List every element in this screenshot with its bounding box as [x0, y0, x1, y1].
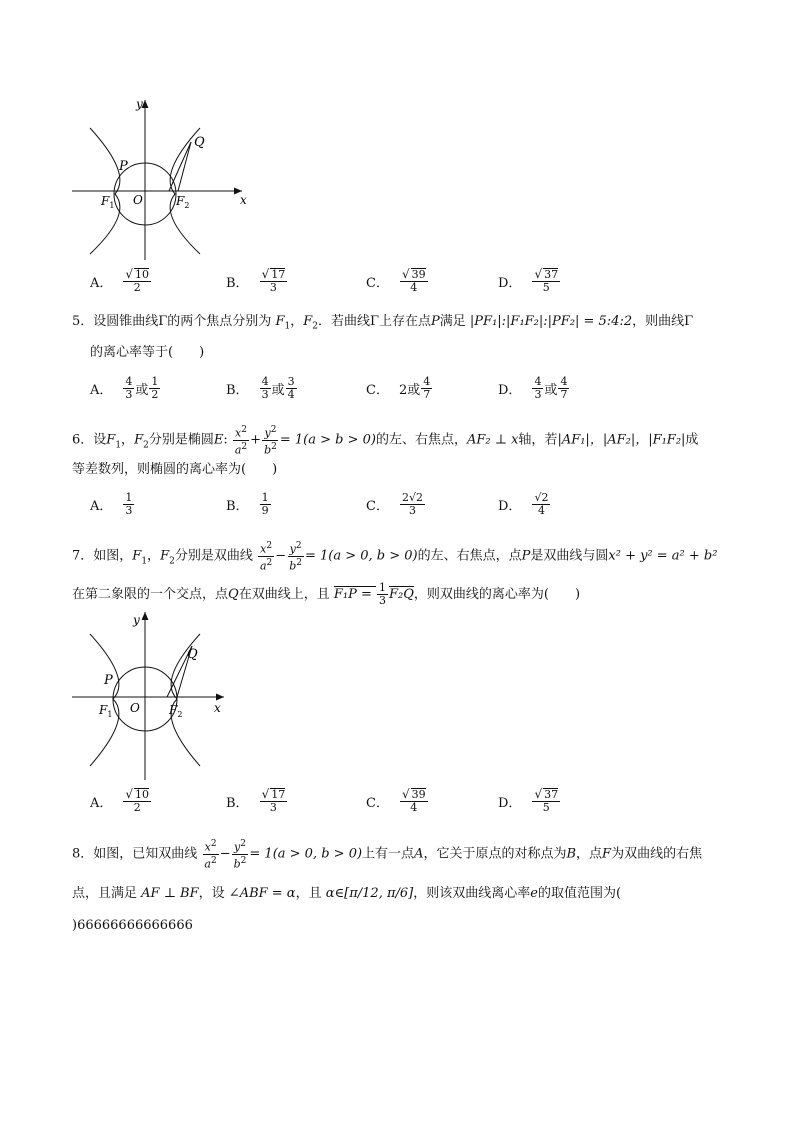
y-axis-label: y [136, 97, 143, 111]
option-a[interactable]: A． $\frac{1}{3}$ [90, 491, 133, 517]
point-P-label: P [119, 159, 128, 174]
option-d[interactable]: D． $\frac{√ 37}{5}$ [498, 267, 559, 294]
option-b[interactable]: B． $\frac{4}{3}$ 或 $\frac{3}{4}$ [226, 375, 295, 401]
focus-F1-label: $F_1$ [101, 194, 115, 210]
option-c[interactable]: C． 2或 $\frac{4}{7}$ [366, 375, 431, 401]
option-c[interactable]: C． $\frac{√ 39}{4}$ [366, 267, 426, 294]
option-a[interactable]: A． $\frac{√ 10}{2}$ [90, 787, 150, 814]
point-P-label: P [104, 673, 113, 688]
option-b[interactable]: B． $\frac{√ 17}{3}$ [226, 787, 286, 814]
point-Q-label: Q [187, 647, 198, 662]
option-a[interactable]: A． $\frac{√ 10}{2}$ [90, 267, 150, 294]
option-b[interactable]: B． $\frac{1}{9}$ [226, 491, 269, 517]
q8-line1: 8．如图，已知双曲线 $\frac{x^2}{a^2}$ − $\frac{y^2}{b^2}$ = 1(a > 0, b > 0)上有一点A，它关于原点的对称点为B，点F为双曲线的右焦 [72, 839, 703, 871]
x-axis-label: x [214, 701, 221, 715]
option-d[interactable]: D． $\frac{4}{3}$ 或 $\frac{4}{7}$ [498, 375, 568, 401]
option-c[interactable]: C． $\frac{√ 39}{4}$ [366, 787, 426, 814]
q8-line3: )66666666666666 [72, 918, 193, 933]
option-c[interactable]: C． $\frac{2√2}{3}$ [366, 491, 423, 517]
q7-line2: 在第二象限的一个交点，点Q在双曲线上，且 F₁P = $\frac{1}{3}$ F₂Q，则双曲线的离心率为( ) [72, 581, 581, 607]
origin-O-label: O [133, 193, 143, 207]
option-d[interactable]: D． $\frac{√ 37}{5}$ [498, 787, 559, 814]
options-q4 [90, 268, 650, 304]
focus-F2-label: $F_2$ [176, 194, 190, 210]
q6-line2: 等差数列，则椭圆的离心率为( ) [72, 462, 278, 477]
figure-hyperbola-circle-1 [66, 94, 256, 264]
x-axis-label: x [240, 193, 247, 207]
y-axis-label: y [133, 613, 140, 627]
focus-F1-label: $F_1$ [99, 703, 113, 719]
point-Q-label: Q [194, 135, 205, 150]
q5-line2: 的离心率等于( ) [90, 345, 205, 360]
option-b[interactable]: B． $\frac{√ 17}{3}$ [226, 267, 286, 294]
origin-O-label: O [130, 701, 140, 715]
options-q5 [90, 376, 650, 412]
q6-line1: 6．设$F_1$，$F_2$分别是椭圆E: $\frac{x^2}{a^2}$ + $\frac{y^2}{b^2}$ = 1(a > b > 0)的左、右焦点，AF₂ ⊥ x轴，若|AF₁|，|AF₂|，|F₁F₂|成 [72, 425, 699, 457]
options-q6 [90, 492, 650, 528]
option-d[interactable]: D． $\frac{√2}{4}$ [498, 491, 549, 517]
figure-hyperbola-circle-2 [66, 604, 236, 784]
q8-line2: 点，且满足 AF ⊥ BF，设 ∠ABF = α，且 α∈[π/12, π/6]，则该双曲线离心率e的取值范围为( [72, 886, 622, 901]
q7-line1: 7．如图，$F_1$，$F_2$分别是双曲线 $\frac{x^2}{a^2}$ − $\frac{y^2}{b^2}$ = 1(a > 0, b > 0)的左、右焦点，点P是双曲线与圆x² + y² = a² + b² [72, 541, 718, 573]
focus-F2-label: $F_2$ [169, 703, 183, 719]
q5-line1: 5．设圆锥曲线Γ的两个焦点分别为 $F_1$，$F_2$．若曲线Γ上存在点P满足 |PF₁|:|F₁F₂|:|PF₂| = 5:4:2，则曲线Γ [72, 314, 694, 332]
options-q7 [90, 788, 650, 824]
option-a[interactable]: A． $\frac{4}{3}$ 或 $\frac{1}{2}$ [90, 375, 159, 401]
